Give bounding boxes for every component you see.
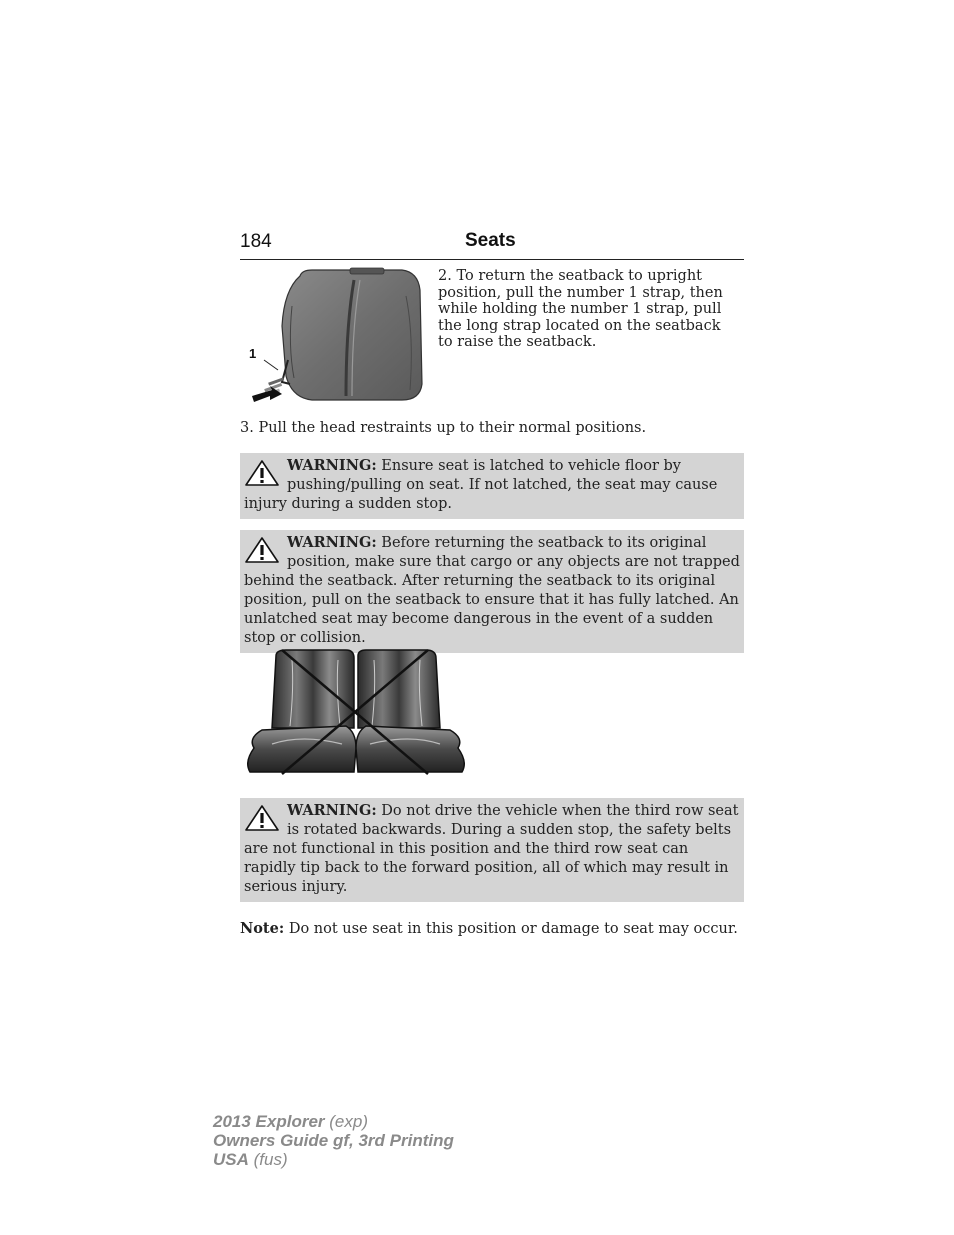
page-header	[240, 228, 744, 260]
footer-market: USA	[213, 1150, 249, 1169]
footer-model-code: (exp)	[329, 1112, 368, 1131]
right-seat	[356, 650, 464, 772]
page-number: 184	[240, 231, 272, 252]
warning-label: WARNING:	[287, 802, 377, 819]
footer-line-3	[213, 1150, 454, 1169]
warning-triangle-icon	[244, 804, 280, 832]
rotated-seats-prohibited-illustration	[242, 648, 470, 778]
footer-line-2	[213, 1131, 454, 1150]
step-3-text: 3. Pull the head restraints up to their normal positions.	[240, 420, 647, 436]
warning-box-latch	[240, 453, 744, 519]
step-2-text: 2. To return the seatback to upright position, pull the number 1 strap, then while holding the number 1 strap, pull the long strap located on the seatback to raise the seatback.	[438, 268, 723, 350]
warning-label: WARNING:	[287, 534, 377, 551]
warning-label: WARNING:	[287, 457, 377, 474]
footer-line-1	[213, 1112, 454, 1131]
warning-box-rotated-seat	[240, 798, 744, 902]
footer-model: 2013 Explorer	[213, 1112, 325, 1131]
folded-seat-illustration	[242, 266, 430, 406]
note-label: Note:	[240, 920, 285, 937]
warning-text: Ensure seat is latched to vehicle floor by pushing/pulling on seat. If not latched, the seat may cause injury during a sudden stop.	[244, 458, 718, 512]
footer-market-code: (fus)	[253, 1150, 288, 1169]
section-title: Seats	[465, 230, 516, 251]
warning-text: Before returning the seatback to its original position, make sure that cargo or any objects are not trapped behind the seatback. After returning the seatback to its original position, pull on the seatback to ensure that it has fully latched. An unlatched seat may become dangerous in the event of a sudden stop or collision.	[244, 535, 740, 646]
warning-triangle-icon	[244, 459, 280, 487]
warning-triangle-icon	[244, 536, 280, 564]
note-paragraph	[240, 920, 744, 938]
note-text: Do not use seat in this position or damage to seat may occur.	[288, 921, 738, 937]
callout-label-1: 1	[249, 346, 257, 361]
page-footer	[213, 1112, 454, 1169]
footer-guide: Owners Guide gf, 3rd Printing	[213, 1131, 454, 1150]
warning-text: Do not drive the vehicle when the third row seat is rotated backwards. During a sudden stop, the safety belts are not functional in this position and the third row seat can rapidly tip back to the forward position, all of which may result in serious injury.	[244, 803, 739, 895]
warning-box-cargo	[240, 530, 744, 653]
